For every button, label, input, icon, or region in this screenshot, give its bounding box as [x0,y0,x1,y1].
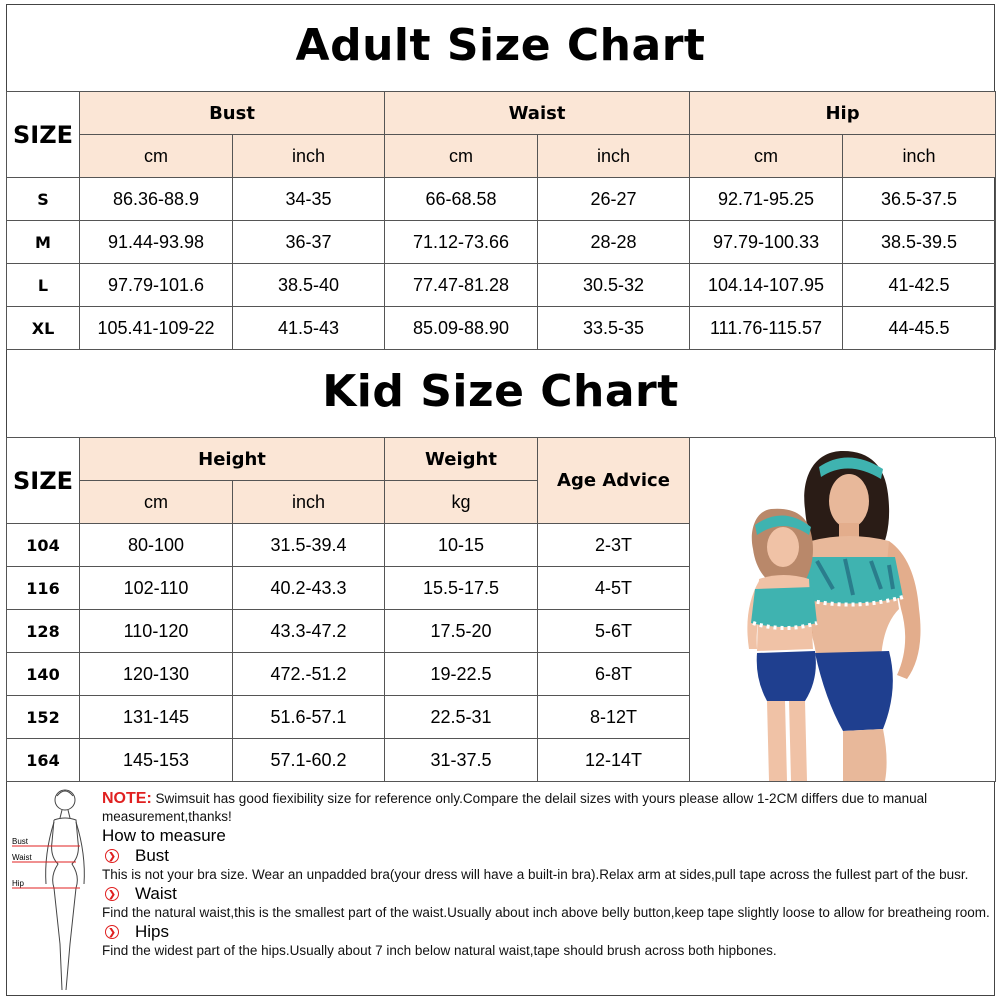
adult-bust-header: Bust [80,92,385,135]
table-cell: 5-6T [538,610,690,653]
waist-instructions: Find the natural waist,this is the smallest part of the waist.Usually about inch above belly button,keep tape slightly loose to allow for breatheing room. [102,905,990,920]
table-cell: 86.36-88.9 [80,178,233,221]
table-cell: 71.12-73.66 [385,221,538,264]
waist-heading: ❯ Waist [102,884,992,904]
table-cell: 17.5-20 [385,610,538,653]
table-cell: 51.6-57.1 [233,696,385,739]
adult-unit-cm: cm [690,135,843,178]
table-cell: 104.14-107.95 [690,264,843,307]
kid-unit-inch: inch [233,481,385,524]
kid-size-table [6,437,996,782]
table-cell: 120-130 [80,653,233,696]
hip-figure-label: Hip [12,879,25,888]
table-cell: 19-22.5 [385,653,538,696]
adult-unit-inch: inch [843,135,996,178]
adult-unit-cm: cm [385,135,538,178]
size-label: L [7,264,80,307]
adult-waist-header: Waist [385,92,690,135]
model-photo [690,438,996,782]
adult-size-header: SIZE [7,92,80,178]
note-label: NOTE: [102,790,152,807]
table-cell: 36-37 [233,221,385,264]
table-cell: 44-45.5 [843,307,996,350]
table-cell: 36.5-37.5 [843,178,996,221]
body-measurement-figure [10,784,100,996]
how-to-measure-heading: How to measure [102,826,226,845]
size-label: M [7,221,80,264]
table-cell: 2-3T [538,524,690,567]
table-cell: 472.-51.2 [233,653,385,696]
mother-daughter-swimsuit-image [693,439,993,781]
table-cell: 8-12T [538,696,690,739]
waist-figure-label: Waist [12,853,32,862]
table-cell: 38.5-40 [233,264,385,307]
kid-age-advice-header: Age Advice [538,438,690,524]
adult-unit-inch: inch [233,135,385,178]
table-cell: 57.1-60.2 [233,739,385,782]
size-label: 116 [7,567,80,610]
size-label: 164 [7,739,80,782]
adult-hip-header: Hip [690,92,996,135]
table-cell: 34-35 [233,178,385,221]
kid-unit-kg: kg [385,481,538,524]
table-row [7,178,996,221]
bust-figure-label: Bust [12,837,29,846]
size-label: 104 [7,524,80,567]
adult-chart-title: Adult Size Chart [295,20,706,71]
adult-unit-cm: cm [80,135,233,178]
arrow-circle-icon: ❯ [105,925,119,939]
table-cell: 15.5-17.5 [385,567,538,610]
kid-height-header: Height [80,438,385,481]
note-paragraph [102,790,992,826]
adult-unit-inch: inch [538,135,690,178]
size-label: 128 [7,610,80,653]
size-label: 140 [7,653,80,696]
table-cell: 31-37.5 [385,739,538,782]
table-cell: 31.5-39.4 [233,524,385,567]
measurement-notes [102,790,992,960]
hips-instructions: Find the widest part of the hips.Usually about 7 inch below natural waist,tape should brush across both hipbones. [102,943,777,958]
table-cell: 91.44-93.98 [80,221,233,264]
table-cell: 102-110 [80,567,233,610]
table-cell: 111.76-115.57 [690,307,843,350]
table-cell: 26-27 [538,178,690,221]
table-cell: 10-15 [385,524,538,567]
kid-chart-title: Kid Size Chart [322,366,679,417]
bust-heading: ❯ Bust [102,846,992,866]
size-label: 152 [7,696,80,739]
size-label: XL [7,307,80,350]
bust-instructions: This is not your bra size. Wear an unpadded bra(your dress will have a built-in bra).Relax arm at sides,pull tape across the fullest part of the busr. [102,867,969,882]
adult-size-table [6,91,996,350]
hips-heading: ❯ Hips [102,922,992,942]
table-cell: 33.5-35 [538,307,690,350]
table-cell: 12-14T [538,739,690,782]
table-cell: 97.79-101.6 [80,264,233,307]
table-cell: 110-120 [80,610,233,653]
arrow-circle-icon: ❯ [105,849,119,863]
table-cell: 80-100 [80,524,233,567]
table-cell: 30.5-32 [538,264,690,307]
table-cell: 85.09-88.90 [385,307,538,350]
table-cell: 4-5T [538,567,690,610]
table-cell: 22.5-31 [385,696,538,739]
table-cell: 38.5-39.5 [843,221,996,264]
table-cell: 77.47-81.28 [385,264,538,307]
table-cell: 145-153 [80,739,233,782]
table-cell: 97.79-100.33 [690,221,843,264]
arrow-circle-icon: ❯ [105,887,119,901]
table-cell: 28-28 [538,221,690,264]
table-cell: 40.2-43.3 [233,567,385,610]
kid-weight-header: Weight [385,438,538,481]
table-cell: 41.5-43 [233,307,385,350]
table-row [7,307,996,350]
table-cell: 131-145 [80,696,233,739]
table-cell: 66-68.58 [385,178,538,221]
note-text: Swimsuit has good fiexibility size for reference only.Compare the delail sizes with yours please allow 1-2CM differs due to manual measurement,thanks! [102,791,928,824]
table-cell: 6-8T [538,653,690,696]
table-cell: 92.71-95.25 [690,178,843,221]
table-row [7,221,996,264]
size-label: S [7,178,80,221]
table-cell: 43.3-47.2 [233,610,385,653]
kid-unit-cm: cm [80,481,233,524]
kid-size-header: SIZE [7,438,80,524]
table-cell: 41-42.5 [843,264,996,307]
table-row [7,264,996,307]
table-cell: 105.41-109-22 [80,307,233,350]
